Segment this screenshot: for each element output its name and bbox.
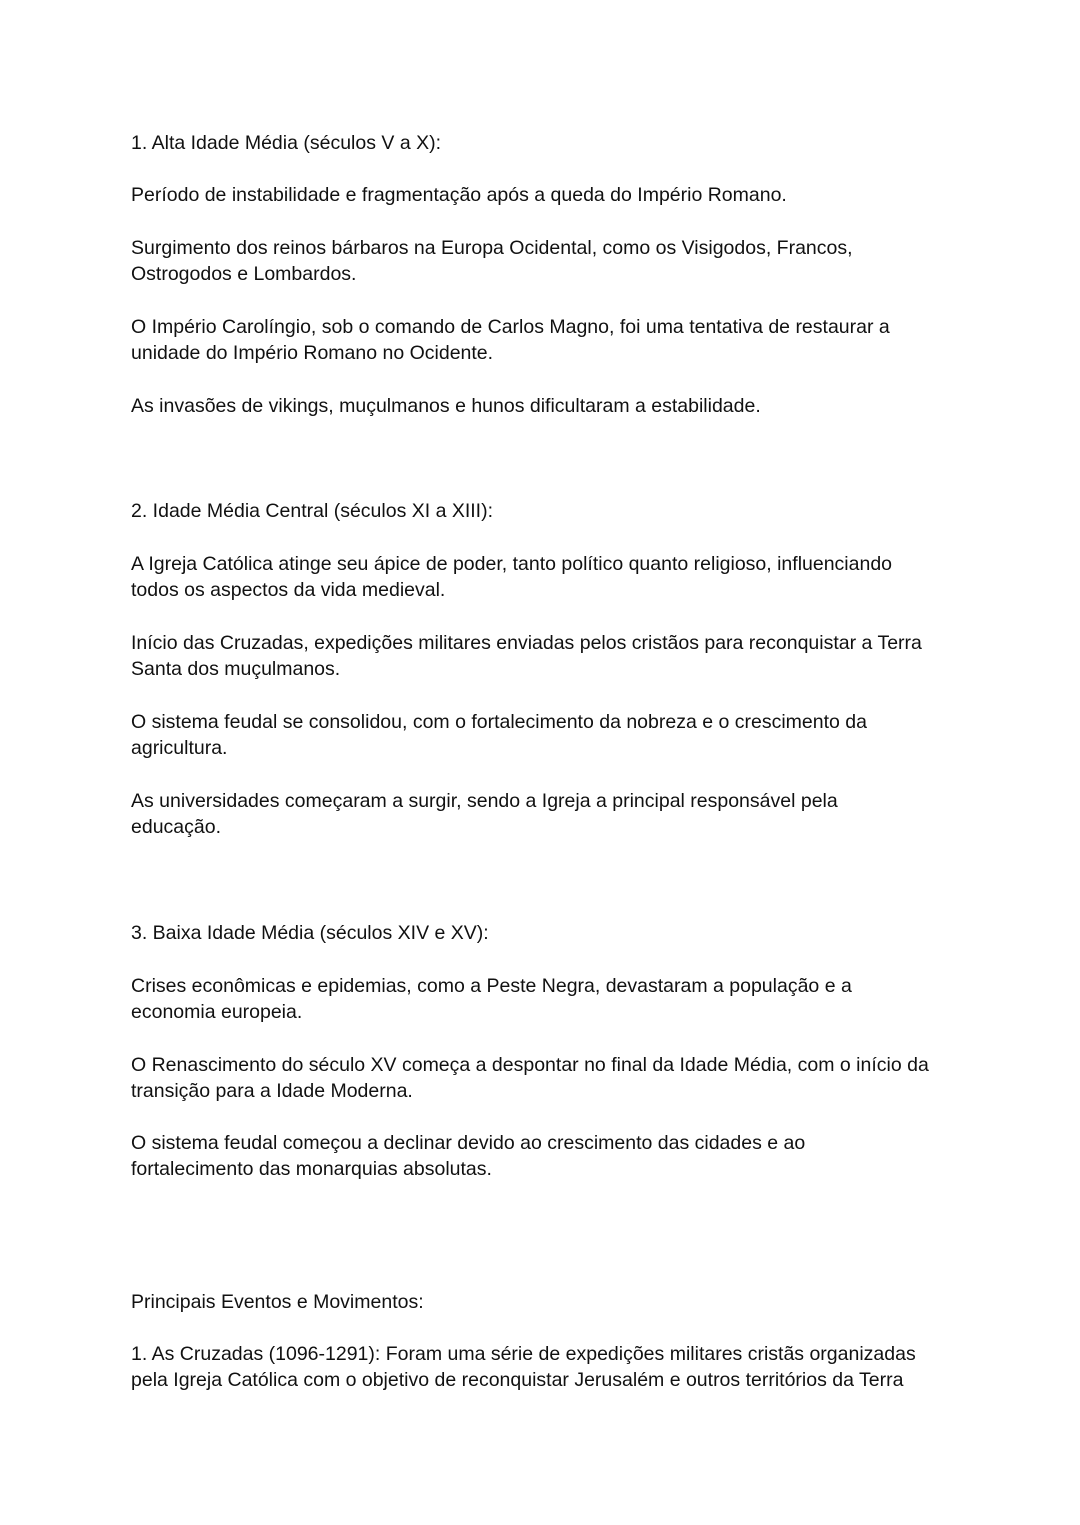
section-heading-idade-media-central: 2. Idade Média Central (séculos XI a XIII): (131, 500, 494, 522)
paragraph-line: O Renascimento do século XV começa a despontar no final da Idade Média, com o início da (131, 1054, 929, 1076)
section-heading-alta-idade-media: 1. Alta Idade Média (séculos V a X): (131, 132, 442, 154)
paragraph-line: 1. As Cruzadas (1096-1291): Foram uma série de expedições militares cristãs organizadas (131, 1343, 916, 1365)
paragraph-line: unidade do Império Romano no Ocidente. (131, 342, 494, 364)
section-heading-baixa-idade-media: 3. Baixa Idade Média (séculos XIV e XV): (131, 922, 489, 944)
paragraph-line: A Igreja Católica atinge seu ápice de poder, tanto político quanto religioso, influenciando (131, 553, 893, 575)
paragraph-line: Período de instabilidade e fragmentação após a queda do Império Romano. (131, 184, 787, 206)
paragraph-line: agricultura. (131, 737, 228, 759)
paragraph-line: Início das Cruzadas, expedições militares enviadas pelos cristãos para reconquistar a Terra (131, 632, 922, 654)
paragraph-line: O sistema feudal começou a declinar devido ao crescimento das cidades e ao (131, 1132, 806, 1154)
paragraph-line: O sistema feudal se consolidou, com o fortalecimento da nobreza e o crescimento da (131, 711, 867, 733)
paragraph-line: As universidades começaram a surgir, sendo a Igreja a principal responsável pela (131, 790, 838, 812)
paragraph-line: Santa dos muçulmanos. (131, 658, 341, 680)
paragraph-line: transição para a Idade Moderna. (131, 1080, 413, 1102)
paragraph-line: Crises econômicas e epidemias, como a Peste Negra, devastaram a população e a (131, 975, 852, 997)
paragraph-line: fortalecimento das monarquias absolutas. (131, 1158, 492, 1180)
paragraph-line: economia europeia. (131, 1001, 303, 1023)
paragraph-line: As invasões de vikings, muçulmanos e hunos dificultaram a estabilidade. (131, 395, 761, 417)
paragraph-line: educação. (131, 816, 221, 838)
paragraph-line: todos os aspectos da vida medieval. (131, 579, 446, 601)
section-heading-principais-eventos: Principais Eventos e Movimentos: (131, 1291, 424, 1313)
paragraph-line: Ostrogodos e Lombardos. (131, 263, 357, 285)
paragraph-line: Surgimento dos reinos bárbaros na Europa Ocidental, como os Visigodos, Francos, (131, 237, 853, 259)
paragraph-line: O Império Carolíngio, sob o comando de Carlos Magno, foi uma tentativa de restaurar a (131, 316, 890, 338)
paragraph-line: pela Igreja Católica com o objetivo de reconquistar Jerusalém e outros territórios da Terra (131, 1369, 904, 1391)
